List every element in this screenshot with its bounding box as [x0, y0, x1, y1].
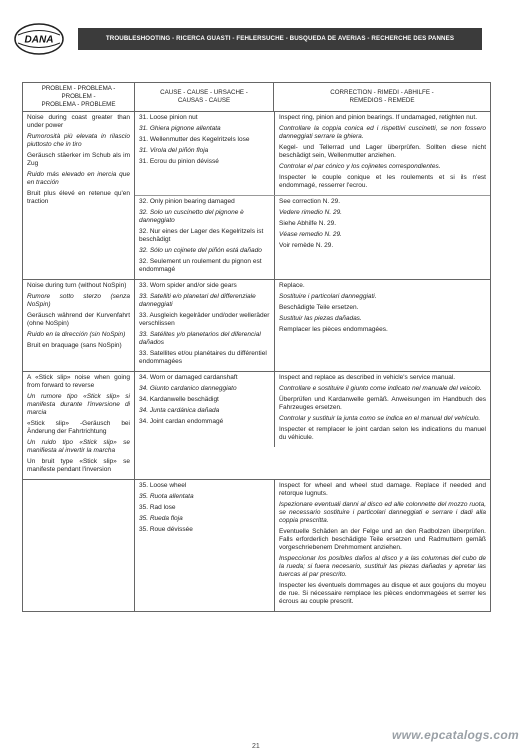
cause-block-row [135, 480, 490, 611]
cause-text: 32. Sólo un cojinete del piñón está dañado [139, 247, 262, 254]
troubleshooting-table [22, 82, 491, 612]
cause-cell [135, 372, 275, 447]
correction-text: Inspecter les éventuels dommages au disque et aux goujons du moyeu de rue. Si nécessaire remplace les pièces endommagées et serrer les écrous au couple prescrit. [279, 582, 486, 605]
cause-text: 34. Joint cardan endommagé [139, 418, 224, 425]
cause-text: 34. Kardanwelle beschädigt [139, 396, 219, 403]
problem-text: Ruido más elevado en inercia que en tracción [27, 171, 130, 186]
problem-text: Un ruido tipo «Stick slip» se manifiesta al invertir la marcha [27, 439, 130, 454]
correction-text: Inspect for wheel and wheel stud damage. Replace if needed and retorque lugnuts. [279, 482, 486, 497]
cause-text: 32. Only pinion bearing damaged [139, 198, 235, 205]
cause-text: 33. Satelliti e/o planetari del differenziale danneggiati [139, 293, 256, 308]
problem-text: Rumore sotto sterzo (senza NoSpin) [27, 293, 130, 308]
cause-text: 31. Wellenmutter des Kegelritzels lose [139, 136, 250, 143]
cause-correction-table [135, 480, 490, 611]
cause-text: 31. Virola del piñón floja [139, 147, 209, 154]
problem-text: Bruit en braquage (sans NoSpin) [27, 342, 122, 349]
correction-text: Kegel- und Tellerrad und Lager überprüfen. Sollten diese nicht beschädigt sein, Wellenmutter anziehen. [279, 144, 486, 159]
page-header-bar: TROUBLESHOOTING - RICERCA GUASTI - FEHLERSUCHE - BUSQUEDA DE AVERIAS - RECHERCHE DES PANNES [78, 28, 482, 50]
cause-text: 34. Junta cardánica dañada [139, 407, 220, 414]
correction-text: Beschädigte Teile ersetzen. [279, 304, 359, 311]
logo-text: DANA [24, 34, 54, 46]
correction-cell [275, 280, 491, 371]
correction-text: Siehe Abhilfe N. 29. [279, 220, 337, 227]
correction-text: Véase remedio N. 29. [279, 231, 342, 238]
problem-cell [23, 480, 135, 612]
header-cause-line: CAUSE - CAUSE - URSACHE - [160, 89, 248, 96]
cause-correction-table [135, 280, 490, 371]
correction-text: See correction N. 29. [279, 198, 341, 205]
cause-correction-cell [135, 372, 491, 480]
problem-cell [23, 112, 135, 280]
cause-text: 34. Giunto cardanico danneggiato [139, 385, 237, 392]
cause-text: 33. Satellites et/ou planétaires du différentiel endommagées [139, 350, 267, 365]
problem-text: «Stick slip» -Geräusch bei Änderung der Fahrtrichtung [27, 420, 130, 435]
header-cause-line: CAUSAS - CAUSE [177, 97, 231, 104]
correction-text: Remplacer les pièces endommagées. [279, 326, 388, 333]
cause-text: 35. Rad lose [139, 504, 176, 511]
header-correction-line: REMEDIOS - REMEDE [349, 97, 415, 104]
correction-text: Eventuelle Schäden an der Felge und an den Radbolzen überprüfen. Falls erforderlich beschädigte Teile ersetzen und Radmuttern gemäß vorgeschriebenem Drehmoment anziehen. [279, 528, 486, 551]
cause-text: 35. Rueda floja [139, 515, 183, 522]
problem-text: Ruido en la dirección (sin NoSpin) [27, 331, 126, 338]
correction-text: Sostituire i particolari danneggiati. [279, 293, 377, 300]
cause-block-row [135, 372, 490, 447]
cause-block-row [135, 112, 490, 196]
cause-text: 35. Loose wheel [139, 482, 187, 489]
problem-group-row [23, 280, 491, 372]
cause-block-row [135, 280, 490, 371]
cause-text: 33. Worn spider and/or side gears [139, 282, 237, 289]
header-problem [23, 83, 135, 112]
dana-logo [14, 22, 64, 56]
correction-cell [275, 372, 491, 447]
cause-text: 33. Satélites y/o planetarios del diferencial dañados [139, 331, 261, 346]
cause-text: 35. Roue dévissée [139, 526, 193, 533]
cause-correction-cell [135, 280, 491, 372]
watermark: www.epcatalogs.com [392, 728, 519, 742]
correction-text: Voir remède N. 29. [279, 242, 334, 249]
header-problem-line: PROBLEM - PROBLEMA - PROBLEM - [41, 85, 116, 100]
problem-text: A «Stick slip» noise when going from forward to reverse [27, 374, 130, 389]
header-cause [135, 83, 274, 112]
cause-text: 34. Worn or damaged cardanshaft [139, 374, 238, 381]
correction-text: Inspecter le couple conique et les roulements et si ils n'est endommagé, resserrer l'ecrou. [279, 174, 486, 189]
correction-text: Vedere rimedio N. 29. [279, 209, 342, 216]
page-number: 21 [252, 743, 260, 750]
problem-text: Un bruit type «Stick slip» se manifeste pendant l'inversion [27, 458, 130, 473]
problem-text: Noise during coast greater than under power [27, 114, 130, 129]
problem-cell [23, 280, 135, 372]
problem-text: Bruit plus élevé en retenue qu'en traction [27, 190, 130, 205]
problem-group-row [23, 480, 491, 612]
cause-cell [135, 112, 275, 196]
correction-cell [275, 480, 491, 611]
table-header-row [23, 83, 491, 112]
correction-text: Controlar el par cónico y los cojinetes correspondientes. [279, 163, 441, 170]
cause-block-row [135, 196, 490, 280]
correction-text: Ispezionare eventuali danni al disco ed alle colonnette del mozzo ruota, se necessario sostituire i particolari danneggiati e serrare i dadi alla coppia prescritta. [279, 501, 486, 524]
correction-text: Replace. [279, 282, 305, 289]
cause-text: 31. Ghiera pignone allentata [139, 125, 221, 132]
cause-cell [135, 280, 275, 371]
header-correction [274, 83, 491, 112]
cause-correction-table [135, 112, 490, 279]
cause-text: 31. Ecrou du pinion dévissé [139, 158, 219, 165]
cause-text: 32. Solo un cuscinetto del pignone è danneggiato [139, 209, 244, 224]
correction-text: Inspeccionar los posibles daños al disco y a las columnas del cubo de la rueda; si fuera necesario, sustituir las piezas dañadas y apretar las tuercas al par prescrito. [279, 555, 486, 578]
cause-text: 31. Loose pinion nut [139, 114, 198, 121]
cause-text: 32. Seulement un roulement du pignon est endommagé [139, 258, 262, 273]
correction-text: Controlar y sustituir la junta como se indica en el manual del vehículo. [279, 415, 481, 422]
problem-text: Geräusch stäerker im Schub als im Zug [27, 152, 130, 167]
problem-text: Geräusch während der Kurvenfahrt (ohne NoSpin) [27, 312, 130, 327]
problem-group-row [23, 372, 491, 480]
problem-text: Noise during turn (without NoSpin) [27, 282, 127, 289]
correction-text: Überprüfen und Kardanwelle gemäß. Anweisungen im Handbuch des Fahrzeuges ersetzen. [279, 396, 486, 411]
cause-cell [135, 196, 275, 280]
correction-text: Inspect and replace as described in vehicle's service manual. [279, 374, 456, 381]
correction-text: Controllare la coppia conica ed i rispettivi cuscinetti, se non fossero danneggiati serrare la ghiera. [279, 125, 486, 140]
cause-correction-cell [135, 112, 491, 280]
table-body [23, 112, 491, 612]
correction-text: Controllare e sostituire il giunto come indicato nel manuale del veicolo. [279, 385, 482, 392]
correction-text: Sustituir las piezas dañadas. [279, 315, 362, 322]
correction-cell [275, 112, 491, 196]
correction-cell [275, 196, 491, 280]
header-problem-line: PROBLEMA - PROBLEME [41, 101, 116, 108]
cause-text: 33. Ausgleich kegelräder und/oder welleräder verschlissen [139, 312, 270, 327]
cause-text: 35. Ruota allentata [139, 493, 194, 500]
correction-text: Inspect ring, pinion and pinion bearings. If undamaged, retighten nut. [279, 114, 478, 121]
correction-text: Inspecter et remplacer le joint cardan selon les indications du manuel du véhicule. [279, 426, 486, 441]
cause-correction-cell [135, 480, 491, 612]
problem-text: Rumorosità più elevata in rilascio piuttosto che in tiro [27, 133, 130, 148]
cause-correction-table [135, 372, 490, 447]
problem-text: Un rumore tipo «Stick slip» si manifesta durante l'inversione di marcia [27, 393, 130, 416]
header-correction-line: CORRECTION - RIMEDI - ABHILFE - [330, 89, 434, 96]
problem-group-row [23, 112, 491, 280]
cause-text: 32. Nur eines der Lager des Kegelritzels ist beschädigt [139, 228, 264, 243]
cause-cell [135, 480, 275, 611]
problem-cell [23, 372, 135, 480]
